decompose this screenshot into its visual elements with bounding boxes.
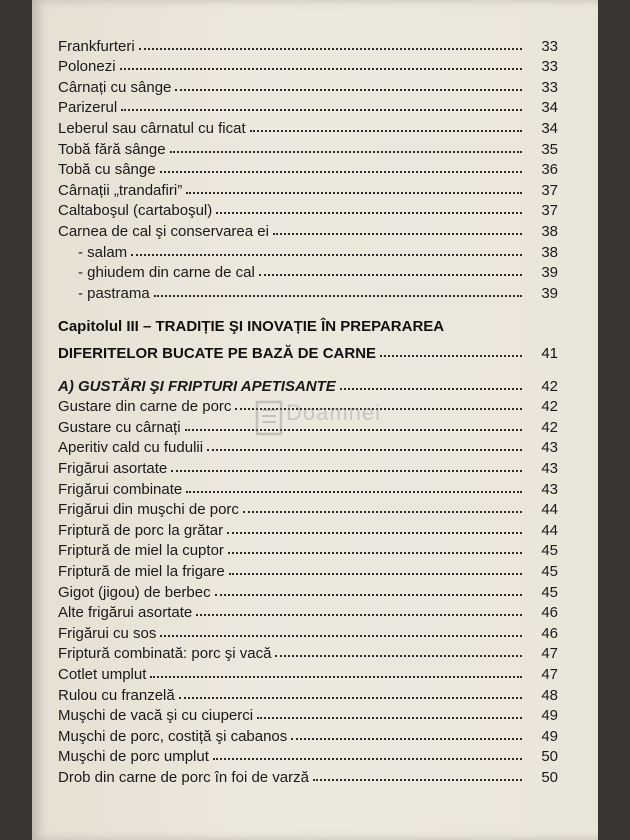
toc-entry-label: Caltaboşul (cartaboşul) <box>58 202 213 220</box>
toc-entry-page: 48 <box>541 686 558 704</box>
toc-entry-page: 45 <box>541 542 558 560</box>
toc-entry-label: Rulou cu franzelă <box>58 686 175 704</box>
dot-leader <box>120 68 522 70</box>
toc-entry-label: Muşchi de vacă şi cu ciuperci <box>58 707 254 725</box>
section-heading <box>58 374 558 395</box>
toc-entry <box>58 518 558 539</box>
toc-entry <box>58 601 558 622</box>
toc-entry <box>58 477 558 498</box>
toc-entry <box>58 765 558 786</box>
dot-leader <box>340 388 522 390</box>
dot-leader <box>228 552 522 554</box>
toc-entry-page: 39 <box>541 284 558 302</box>
dot-leader <box>313 779 522 781</box>
toc-entry-label: Tobă cu sânge <box>58 161 156 179</box>
toc-entry <box>58 498 558 519</box>
toc-entry-label: Aperitiv cald cu fudulii <box>58 439 204 457</box>
toc-entry <box>58 642 558 663</box>
toc-entry <box>58 621 558 642</box>
toc-entry-page: 33 <box>541 58 558 76</box>
toc-entry <box>58 539 558 560</box>
toc-entry-label: Polonezi <box>58 58 116 76</box>
toc-entry-label: Frigărui din muşchi de porc <box>58 501 239 519</box>
toc-entry-label: Friptură combinată: porc şi vacă <box>58 645 272 663</box>
dot-leader <box>275 655 522 657</box>
book-page <box>32 0 598 840</box>
toc-entry-label: Drob din carne de porc în foi de varză <box>58 768 309 786</box>
chapter-title-line2: DIFERITELOR BUCATE PE BAZĂ DE CARNE <box>58 345 377 362</box>
dot-leader <box>291 738 522 740</box>
dot-leader <box>215 594 522 596</box>
toc-entry-label: Leberul sau cârnatul cu ficat <box>58 119 246 137</box>
dot-leader <box>229 573 522 575</box>
toc-entry-page: 49 <box>541 727 558 745</box>
dot-leader <box>380 355 522 357</box>
toc-entry-page: 33 <box>541 78 558 96</box>
toc-entry-page: 47 <box>541 645 558 663</box>
toc-entry-page: 37 <box>541 181 558 199</box>
toc-entry-label: Cârnații „trandafiri” <box>58 181 183 199</box>
toc-entry <box>58 580 558 601</box>
dot-leader <box>171 470 522 472</box>
dot-leader <box>273 233 522 235</box>
toc-entry <box>58 662 558 683</box>
toc-entry-label: Cotlet umplut <box>58 665 147 683</box>
toc-entry <box>58 199 558 220</box>
toc-entry-label: Gustare cu cârnați <box>58 418 181 436</box>
toc-entry <box>58 456 558 477</box>
toc-entry <box>58 178 558 199</box>
toc-entry-label: Muşchi de porc umplut <box>58 748 209 766</box>
dot-leader <box>160 635 522 637</box>
toc-entry-page: 42 <box>541 418 558 436</box>
dot-leader <box>196 614 522 616</box>
toc-entry <box>58 724 558 745</box>
toc-entry <box>58 415 558 436</box>
dot-leader <box>139 48 522 50</box>
toc-entry-page: 44 <box>541 501 558 519</box>
toc-entry-page: 34 <box>541 99 558 117</box>
toc-entry-page: 38 <box>541 222 558 240</box>
toc-entry-page: 46 <box>541 624 558 642</box>
toc-entry-label: Carnea de cal şi conservarea ei <box>58 222 269 240</box>
toc-entry-label: Gustare din carne de porc <box>58 398 232 416</box>
dot-leader <box>160 171 522 173</box>
dot-leader <box>170 151 522 153</box>
toc-entry-label: Frigărui cu sos <box>58 624 157 642</box>
toc-entry <box>58 96 558 117</box>
toc-entry-page: 35 <box>541 140 558 158</box>
toc-entry-label: Muşchi de porc, costiță şi cabanos <box>58 727 288 745</box>
dot-leader <box>243 511 522 513</box>
toc-entry <box>58 559 558 580</box>
toc-entry <box>58 55 558 76</box>
watermark-text: Doamnei <box>286 400 382 425</box>
toc-entry-label: Parizerul <box>58 99 118 117</box>
dot-leader <box>250 130 522 132</box>
toc-entry-page: 50 <box>541 748 558 766</box>
toc-entry-page: 44 <box>541 521 558 539</box>
dot-leader <box>235 408 522 410</box>
toc-entry-label: Friptură de miel la frigare <box>58 562 225 580</box>
toc-top-list <box>58 34 558 302</box>
toc-entry-page: 43 <box>541 459 558 477</box>
toc-entry <box>58 219 558 240</box>
dot-leader <box>150 676 522 678</box>
dot-leader <box>186 491 522 493</box>
section-heading-page: 42 <box>541 377 558 395</box>
dot-leader <box>175 89 522 91</box>
chapter-heading <box>58 318 558 362</box>
toc-subentry <box>58 281 558 302</box>
chapter-title-line1: Capitolul III – TRADIȚIE ŞI INOVAȚIE ÎN PREPARAREA <box>58 318 445 335</box>
toc-entry-page: 34 <box>541 119 558 137</box>
toc-entry-label: - pastrama <box>78 284 150 302</box>
toc-entry <box>58 137 558 158</box>
dot-leader <box>179 697 522 699</box>
toc-entry-page: 43 <box>541 439 558 457</box>
toc-entry <box>58 436 558 457</box>
dot-leader <box>257 717 522 719</box>
toc-entry-page: 36 <box>541 161 558 179</box>
toc-subentry <box>58 240 558 261</box>
dot-leader <box>131 254 522 256</box>
toc-entry <box>58 34 558 55</box>
toc-entry <box>58 704 558 725</box>
toc-entry-label: Friptură de porc la grătar <box>58 521 224 539</box>
dot-leader <box>207 449 522 451</box>
toc-entry-label: Alte frigărui asortate <box>58 604 193 622</box>
toc-entry <box>58 116 558 137</box>
toc-entry-page: 38 <box>541 243 558 261</box>
toc-entry-label: - ghiudem din carne de cal <box>78 264 255 282</box>
toc-entry-label: Cârnați cu sânge <box>58 78 172 96</box>
dot-leader <box>213 758 522 760</box>
toc-entry <box>58 683 558 704</box>
toc-entry-label: Tobă fără sânge <box>58 140 166 158</box>
toc-entry-page: 37 <box>541 202 558 220</box>
toc-entry-label: Frigărui combinate <box>58 480 183 498</box>
toc-entry-page: 39 <box>541 264 558 282</box>
toc-entry <box>58 75 558 96</box>
toc-entry-label: Frigărui asortate <box>58 459 168 477</box>
section-list <box>58 374 558 786</box>
dot-leader <box>216 212 522 214</box>
toc-entry-page: 45 <box>541 562 558 580</box>
chapter-title-row <box>58 340 558 362</box>
toc-subentry <box>58 261 558 282</box>
toc-entry-label: Gigot (jigou) de berbec <box>58 583 211 601</box>
toc-entry-page: 50 <box>541 768 558 786</box>
section-heading-label: A) GUSTĂRI ŞI FRIPTURI APETISANTE <box>58 377 336 395</box>
toc-entry-label: - salam <box>78 243 128 261</box>
dot-leader <box>154 295 522 297</box>
dot-leader <box>227 532 522 534</box>
toc-entry <box>58 395 558 416</box>
toc-entry-page: 47 <box>541 665 558 683</box>
toc-entry-page: 33 <box>541 37 558 55</box>
toc-entry <box>58 158 558 179</box>
toc-entry-page: 45 <box>541 583 558 601</box>
toc-entry-page: 43 <box>541 480 558 498</box>
chapter-page: 41 <box>541 345 558 362</box>
dot-leader <box>121 109 522 111</box>
toc-entry-page: 49 <box>541 707 558 725</box>
toc-entry-page: 42 <box>541 398 558 416</box>
toc-entry-label: Friptură de miel la cuptor <box>58 542 224 560</box>
dot-leader <box>186 192 522 194</box>
toc-entry-label: Frankfurteri <box>58 37 135 55</box>
dot-leader <box>185 429 522 431</box>
toc-entry-page: 46 <box>541 604 558 622</box>
toc-entry <box>58 745 558 766</box>
dot-leader <box>259 274 522 276</box>
